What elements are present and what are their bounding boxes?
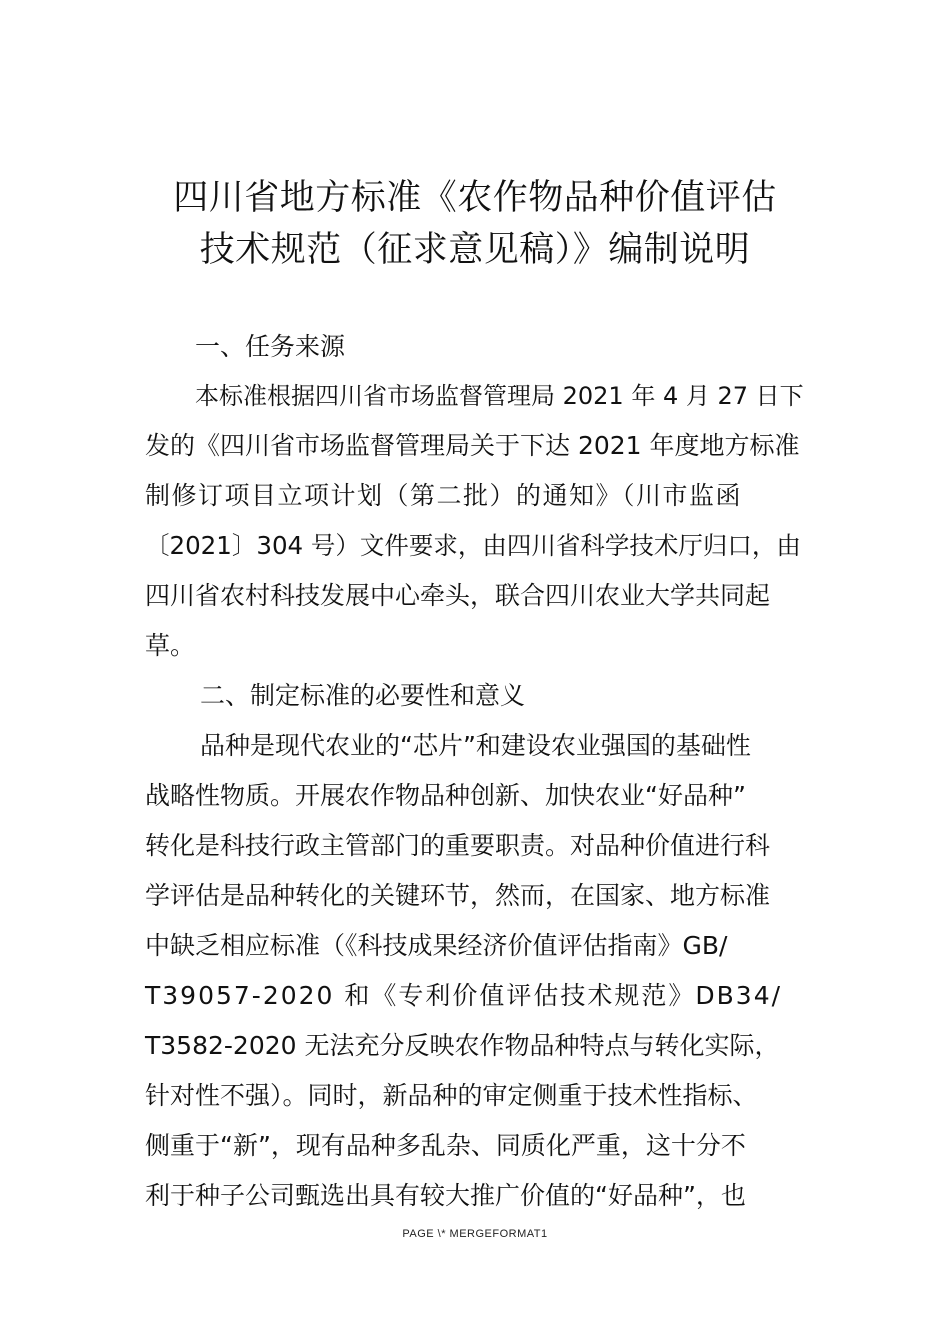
paragraph-line: 利于种子公司甄选出具有较大推广价值的“好品种”，也 [145,1181,746,1210]
section-1-heading: 一、任务来源 [195,332,346,361]
paragraph-line: 针对性不强）。同时，新品种的审定侧重于技术性指标、 [145,1081,758,1110]
paragraph-line: 〔2021〕304 号）文件要求，由四川省科学技术厅归口，由 [145,531,801,560]
paragraph-line: 中缺乏相应标准（《科技成果经济价值评估指南》GB/ [145,931,728,960]
paragraph-line: 制修订项目立项计划（第二批）的通知》（川市监函 [145,481,743,510]
document-title-line-1: 四川省地方标准《农作物品种价值评估 [173,178,777,218]
page-footer-field: PAGE \* MERGEFORMAT1 [402,1228,548,1240]
paragraph-line: T3582-2020 无法充分反映农作物品种特点与转化实际， [145,1031,780,1060]
document-title-line-2: 技术规范（征求意见稿）》编制说明 [199,230,751,270]
paragraph-line: 战略性物质。开展农作物品种创新、加快农业“好品种” [145,781,746,810]
paragraph-line: T39057-2020 和《专利价值评估技术规范》DB34/ [145,981,783,1010]
paragraph-line: 转化是科技行政主管部门的重要职责。对品种价值进行科 [145,831,771,860]
section-2-heading: 二、制定标准的必要性和意义 [200,681,526,710]
paragraph-line: 品种是现代农业的“芯片”和建设农业强国的基础性 [200,731,751,760]
paragraph-line: 本标准根据四川省市场监督管理局 2021 年 4 月 27 日下 [195,382,804,410]
paragraph-line: 草。 [145,631,196,660]
paragraph-line: 四川省农村科技发展中心牵头，联合四川农业大学共同起 [145,581,771,610]
paragraph-line: 发的《四川省市场监督管理局关于下达 2021 年度地方标准 [145,431,800,460]
paragraph-line: 侧重于“新”，现有品种多乱杂、同质化严重，这十分不 [145,1131,746,1160]
paragraph-line: 学评估是品种转化的关键环节，然而，在国家、地方标准 [145,881,771,910]
